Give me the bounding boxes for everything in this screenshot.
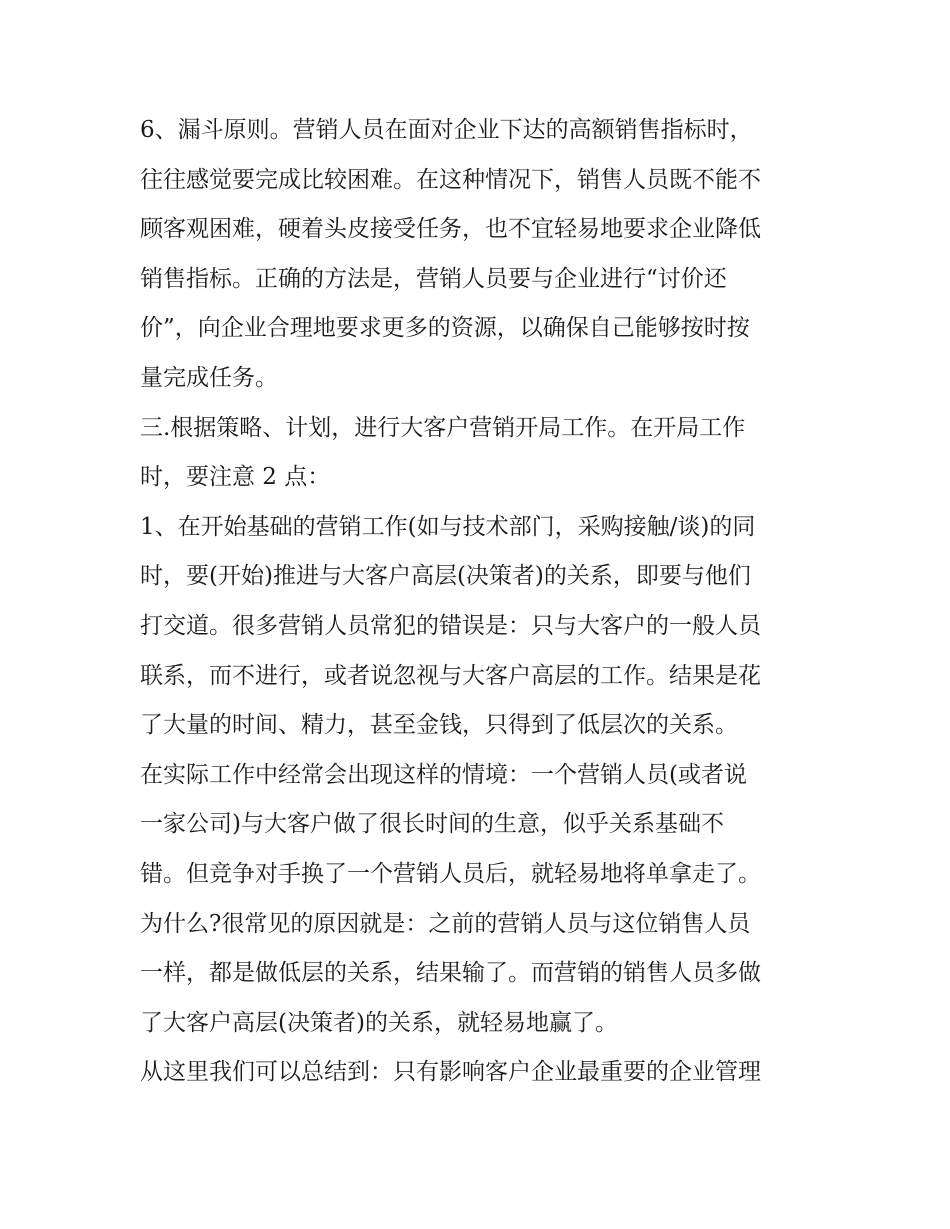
- text-line: 在实际工作中经常会出现这样的情境：一个营销人员(或者说: [140, 761, 747, 788]
- body-text: [140, 106, 820, 1098]
- text-line: 销售指标。正确的方法是，营销人员要与企业进行“讨价还: [140, 265, 727, 292]
- text-line: 错。但竞争对手换了一个营销人员后，就轻易地将单拿走了。: [140, 860, 761, 887]
- text-line: 6、漏斗原则。营销人员在面对企业下达的高额销售指标时，: [140, 117, 753, 143]
- text-line: 联系，而不进行，或者说忽视与大客户高层的工作。结果是花: [140, 662, 761, 689]
- text-line: 了大客户高层(决策者)的关系，就轻易地赢了。: [140, 1009, 618, 1036]
- text-line: 一家公司)与大客户做了很长时间的生意，似乎关系基础不: [140, 811, 724, 838]
- text-line: 价”，向企业合理地要求更多的资源，以确保自己能够按时按: [140, 315, 750, 342]
- text-line: 从这里我们可以总结到：只有影响客户企业最重要的企业管理: [140, 1059, 761, 1086]
- section-heading: 三.根据策略、计划，进行大客户营销开局工作。在开局工作: [140, 414, 746, 441]
- text-line: 一样，都是做低层的关系，结果输了。而营销的销售人员多做: [140, 960, 761, 987]
- text-line: 顾客观困难，硬着头皮接受任务，也不宜轻易地要求企业降低: [140, 216, 761, 243]
- text-line: 时，要注意 2 点：: [140, 464, 331, 491]
- text-line: 了大量的时间、精力，甚至金钱，只得到了低层次的关系。: [140, 712, 738, 739]
- text-line: 时，要(开始)推进与大客户高层(决策者)的关系，即要与他们: [140, 563, 751, 590]
- text-line: 打交道。很多营销人员常犯的错误是：只与大客户的一般人员: [140, 612, 761, 639]
- text-line: 1、在开始基础的营销工作(如与技术部门，采购接触/谈)的同: [140, 513, 756, 540]
- text-line: 往往感觉要完成比较困难。在这种情况下，销售人员既不能不: [140, 166, 761, 193]
- text-line: 为什么?很常见的原因就是：之前的营销人员与这位销售人员: [140, 910, 751, 937]
- text-line: 量完成任务。: [140, 364, 278, 391]
